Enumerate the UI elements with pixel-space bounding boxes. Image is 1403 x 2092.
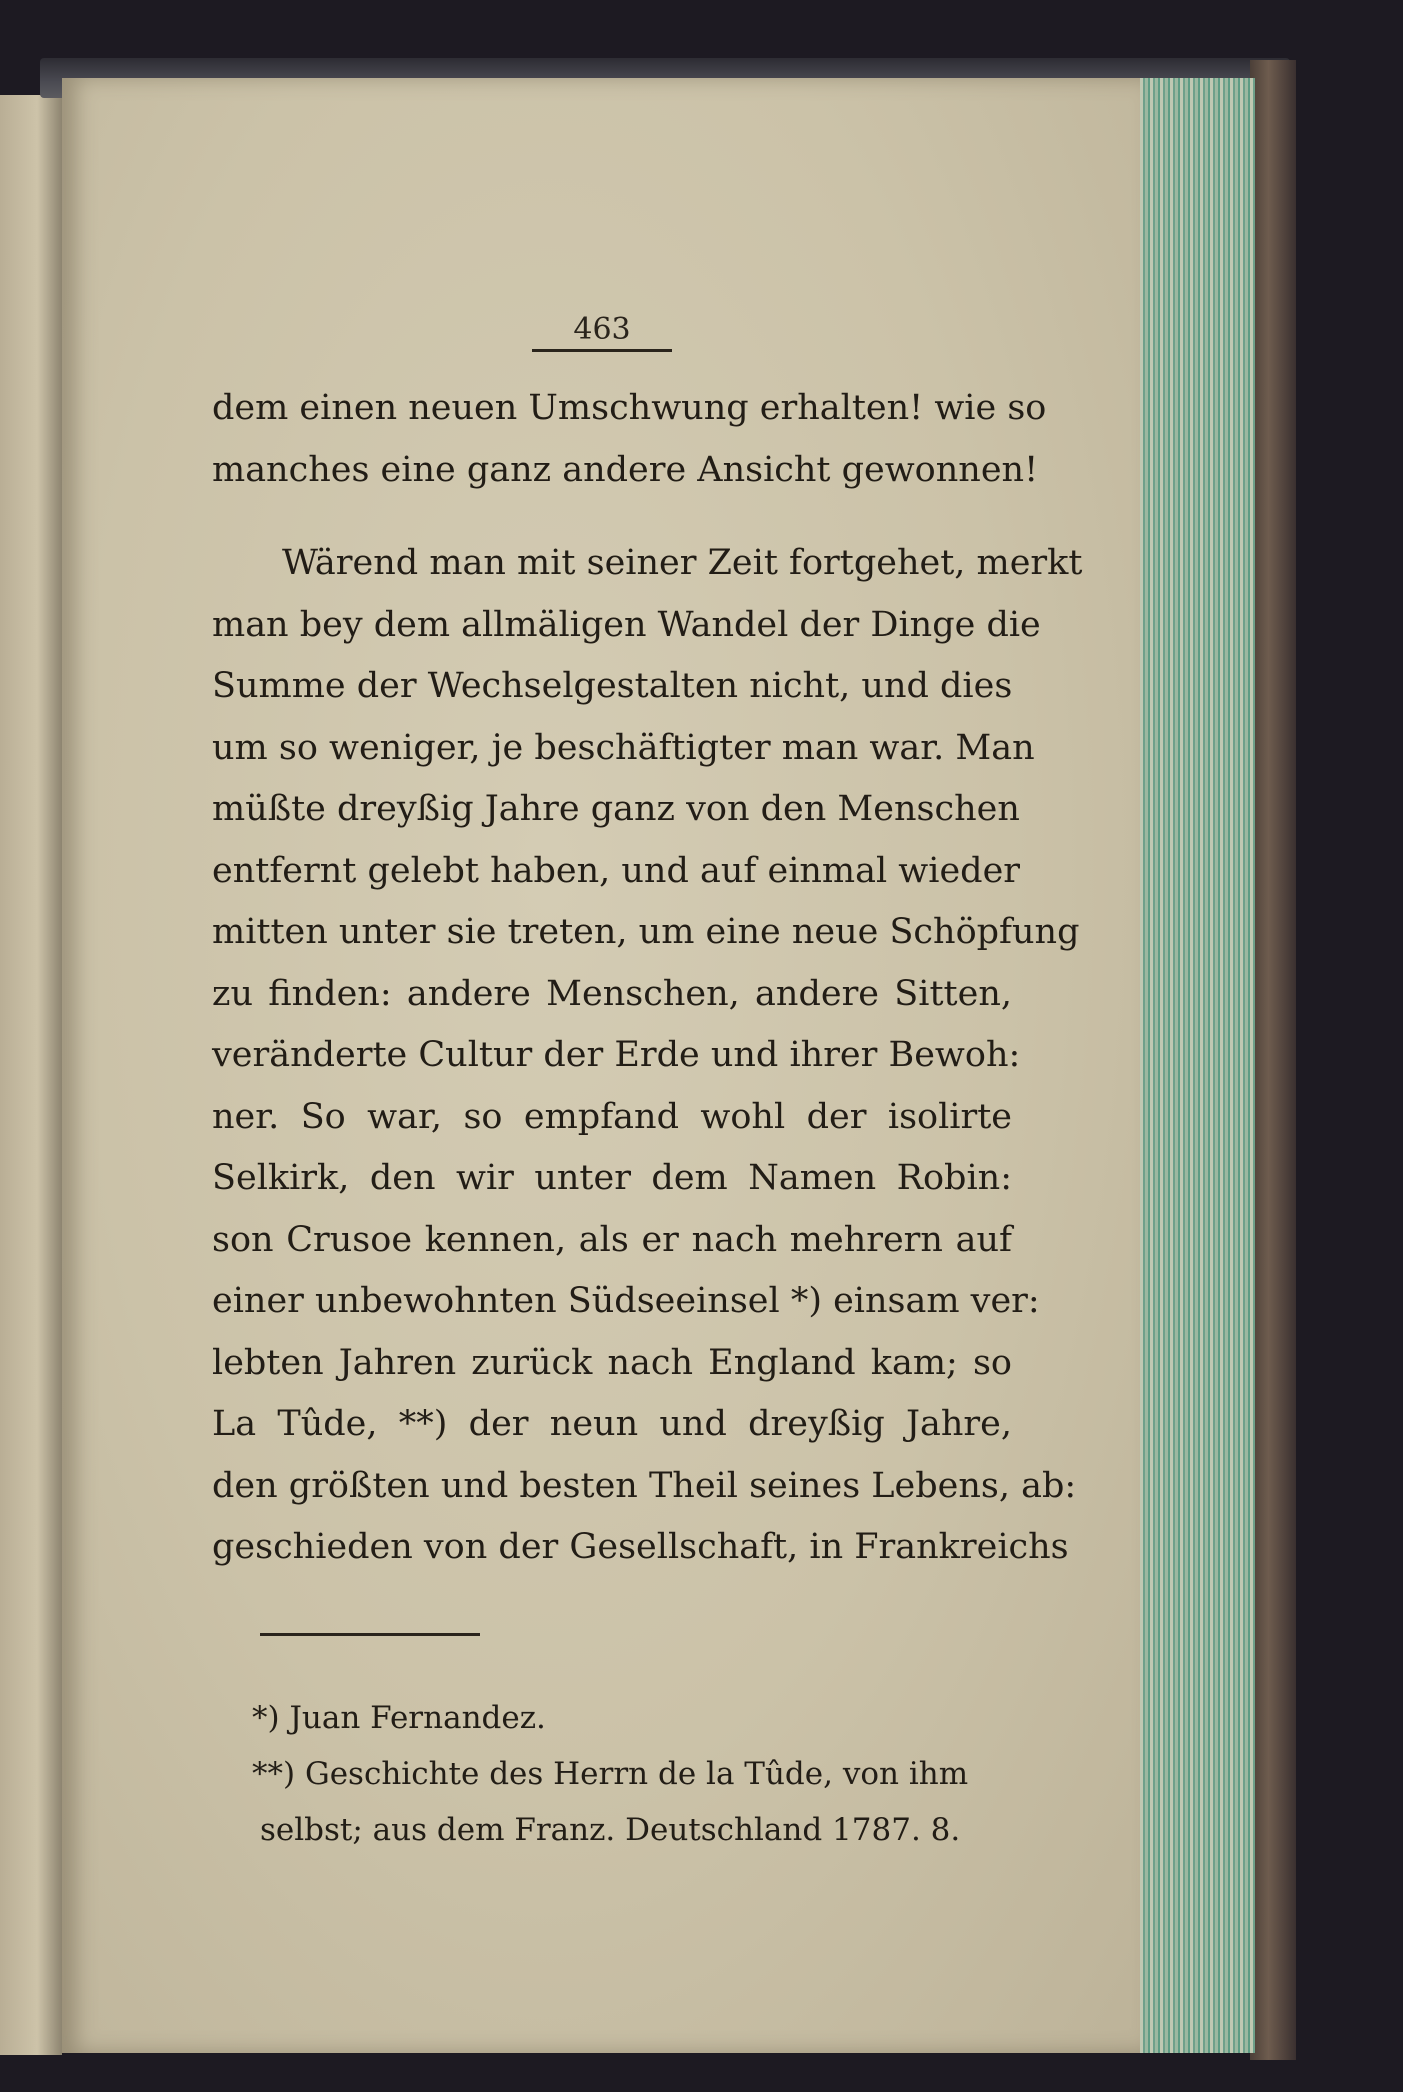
- text-line: geschieden von der Gesellschaft, in Frankreichs: [212, 1527, 1069, 1567]
- text-line: den größten und besten Theil seines Lebens, ab:: [212, 1465, 1077, 1506]
- text-line: Selkirk, den wir unter dem Namen Robin:: [212, 1158, 1012, 1198]
- text-line: veränderte Cultur der Erde und ihrer Bewoh:: [212, 1035, 1021, 1075]
- page-block-edges: [1130, 78, 1255, 2053]
- footnote: **) Geschichte des Herrn de la Tûde, von ihm: [252, 1756, 969, 1792]
- book-page: [62, 78, 1140, 2053]
- text-line: Summe der Wechselgestalten nicht, und dies: [212, 666, 1013, 706]
- text-line: ner. So war, so empfand wohl der isolirte: [212, 1096, 1012, 1137]
- footnote: *) Juan Fernandez.: [252, 1700, 546, 1736]
- book-cover-spine-edge: [1250, 60, 1296, 2060]
- text-line: La Tûde, **) der neun und dreyßig Jahre,: [212, 1404, 1012, 1444]
- text-line: manches eine ganz andere Ansicht gewonnen!: [212, 449, 1039, 490]
- text-line: dem einen neuen Umschwung erhalten! wie so: [212, 388, 1047, 428]
- text-line: mitten unter sie treten, um eine neue Schöpfung: [212, 912, 1080, 952]
- text-line: müßte dreyßig Jahre ganz von den Menschen: [212, 789, 1020, 829]
- footnote-divider: [260, 1633, 480, 1636]
- footnotes: [252, 1690, 1022, 1858]
- text-line: Wärend man mit seiner Zeit fortgehet, merkt: [282, 543, 1083, 583]
- text-line: entfernt gelebt haben, und auf einmal wieder: [212, 850, 1021, 891]
- text-line: man bey dem allmäligen Wandel der Dinge die: [212, 604, 1041, 645]
- footnote-continuation: selbst; aus dem Franz. Deutschland 1787. 8.: [260, 1812, 961, 1848]
- text-line: um so weniger, je beschäftigter man war. Man: [212, 727, 1035, 768]
- text-line: lebten Jahren zurück nach England kam; so: [212, 1342, 1012, 1383]
- facing-page-edge: [0, 95, 62, 2055]
- text-line: zu finden: andere Menschen, andere Sitten,: [212, 973, 1012, 1014]
- page-number: 463: [532, 313, 672, 352]
- text-line: son Crusoe kennen, als er nach mehrern auf: [212, 1219, 1012, 1260]
- body-text: [212, 378, 1083, 1579]
- text-line: einer unbewohnten Südseeinsel *) einsam ver:: [212, 1281, 1040, 1321]
- paragraph-gap: [212, 501, 1012, 533]
